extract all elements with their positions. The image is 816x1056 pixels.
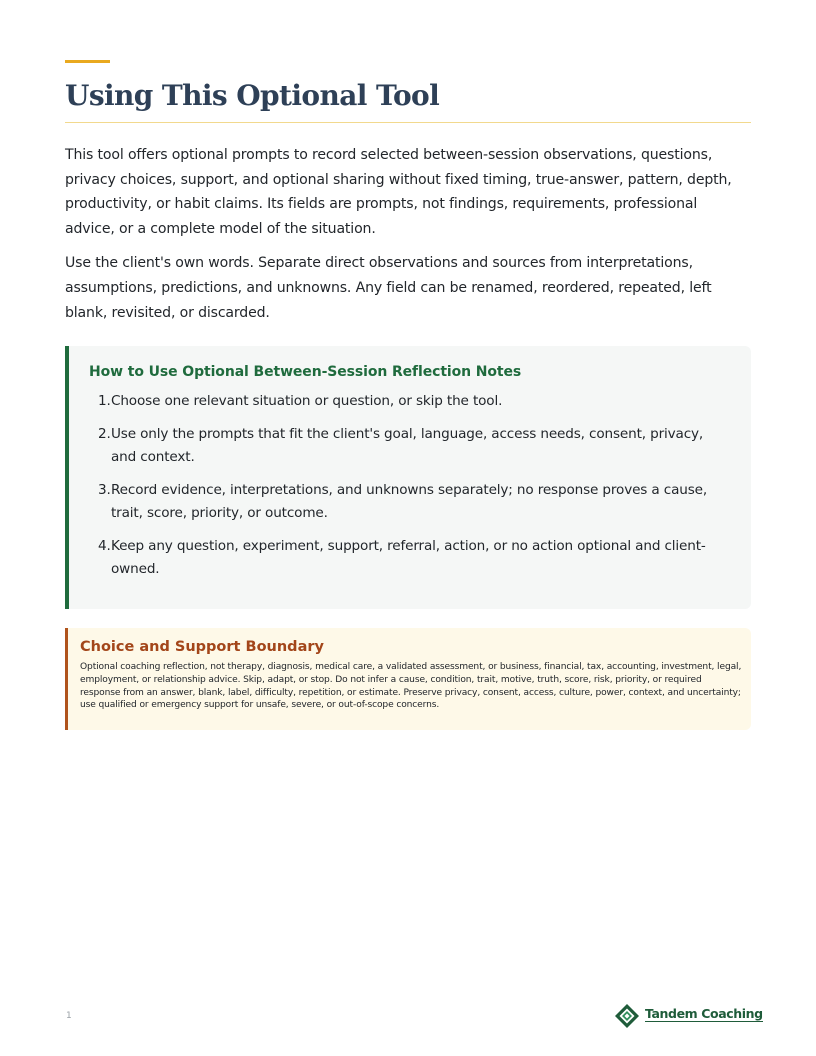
- intro-paragraph-1: This tool offers optional prompts to record selected between-session observations, questions, privacy choices, support, and optional sharing without fixed timing, true-answer, pattern, depth, productivity, or habit claims. Its fields are prompts, not findings, requirements, professional advice, or a complete model of the situation.: [65, 147, 732, 237]
- boundary-heading: Choice and Support Boundary: [80, 639, 324, 655]
- how-to-step: Record evidence, interpretations, and unknowns separately; no response proves a cause, trait, score, priority, or outcome.: [111, 482, 708, 521]
- intro-paragraph-2: Use the client's own words. Separate direct observations and sources from interpretations, assumptions, predictions, and unknowns. Any field can be renamed, reordered, repeated, left blank, revisited, or discarded.: [65, 255, 712, 321]
- double-diamond-logo-icon: [614, 1003, 640, 1029]
- how-to-step: Choose one relevant situation or question, or skip the tool.: [111, 393, 503, 409]
- boundary-text: Optional coaching reflection, not therapy, diagnosis, medical care, a validated assessment, or business, financial, tax, accounting, investment, legal, employment, or relationship advice. Skip, adapt, or stop. Do not infer a cause, condition, trait, motive, truth, score, risk, priority, or required response from an answer, blank, label, difficulty, repetition, or estimate. Preserve privacy, consent, access, culture, power, context, and uncertainty; use qualified or emergency support for unsafe, severe, or out-of-scope concerns.: [80, 662, 742, 711]
- title-divider: [65, 122, 751, 123]
- brand-name: Tandem Coaching: [645, 1006, 763, 1021]
- how-to-step: Use only the prompts that fit the client's goal, language, access needs, consent, privacy, and context.: [111, 426, 704, 465]
- page-number: 1: [66, 1011, 72, 1021]
- how-to-callout: [65, 346, 751, 609]
- page-title: Using This Optional Tool: [65, 79, 440, 112]
- brand-logo: [614, 1003, 763, 1029]
- support-boundary-callout: [65, 628, 751, 730]
- title-accent-bar: [65, 60, 110, 63]
- intro-section: [65, 143, 751, 335]
- how-to-heading: How to Use Optional Between-Session Reflection Notes: [89, 364, 522, 380]
- how-to-step: Keep any question, experiment, support, referral, action, or no action optional and client-owned.: [111, 538, 706, 577]
- how-to-steps-list: [111, 390, 726, 591]
